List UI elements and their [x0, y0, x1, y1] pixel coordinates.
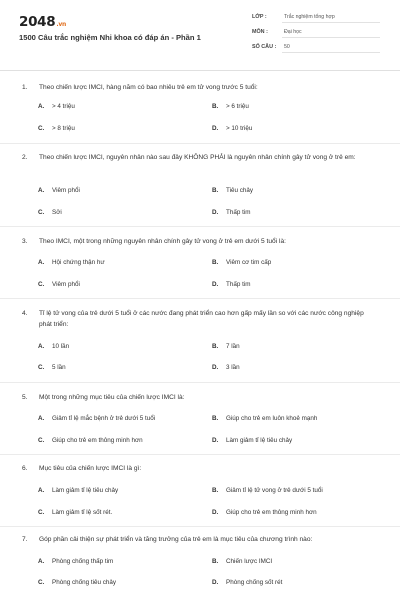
option-d[interactable]: D. Thấp tim: [212, 209, 251, 216]
option-d[interactable]: D. Giúp cho trẻ em thông minh hơn: [212, 509, 317, 516]
question-number: 7.: [22, 536, 28, 543]
question-text: Theo chiến lược IMCI, nguyên nhân nào sau đây KHÔNG PHẢI là nguyên nhân chính gây tử vong ở trẻ em:: [39, 154, 356, 161]
question-number: 6.: [22, 465, 28, 472]
question-stem: [22, 236, 378, 247]
meta-row-count: [252, 42, 380, 57]
site-logo[interactable]: [19, 14, 66, 30]
option-d[interactable]: D. Phòng chống sốt rét: [212, 579, 283, 586]
option-c[interactable]: C. > 8 triệu: [38, 125, 75, 132]
question-stem: [22, 463, 378, 474]
question-text: Một trong những mục tiêu của chiến lược IMCI là:: [39, 394, 185, 401]
option-a[interactable]: A. Viêm phổi: [38, 187, 80, 194]
document-meta: [252, 12, 380, 57]
option-b[interactable]: B. Giúp cho trẻ em luôn khoẻ mạnh: [212, 415, 318, 422]
option-d[interactable]: D. Thấp tim: [212, 281, 251, 288]
option-c[interactable]: C. Viêm phổi: [38, 281, 80, 288]
question-number: 3.: [22, 238, 28, 245]
option-c[interactable]: C. Làm giảm tỉ lệ sốt rét.: [38, 509, 113, 516]
meta-value: Đại học: [282, 29, 380, 38]
meta-value: Trắc nghiệm tổng hợp: [282, 14, 380, 23]
meta-label: LỚP :: [252, 14, 267, 20]
option-b[interactable]: B. > 6 triệu: [212, 103, 249, 110]
option-a[interactable]: A. > 4 triệu: [38, 103, 75, 110]
question-divider: [0, 382, 400, 383]
page-header: [0, 0, 400, 62]
question-number: 1.: [22, 84, 28, 91]
question-stem: [22, 392, 378, 403]
option-c[interactable]: C. Giúp cho trẻ em thông minh hơn: [38, 437, 143, 444]
question-number: 5.: [22, 394, 28, 401]
option-a[interactable]: A. Làm giảm tỉ lệ tiêu chảy: [38, 487, 119, 494]
option-c[interactable]: C. Sởi: [38, 209, 62, 216]
option-d[interactable]: D. 3 lần: [212, 364, 240, 371]
option-d[interactable]: D. > 10 triệu: [212, 125, 253, 132]
option-c[interactable]: C. Phòng chống tiêu chảy: [38, 579, 117, 586]
meta-row-class: [252, 12, 380, 27]
meta-label: SỐ CÂU :: [252, 44, 277, 50]
logo-main: 2048: [19, 14, 56, 30]
question-divider: [0, 526, 400, 527]
meta-value: 50: [282, 44, 380, 53]
question-divider: [0, 226, 400, 227]
meta-row-subject: [252, 27, 380, 42]
question-divider: [0, 454, 400, 455]
question-text: Góp phần cải thiện sự phát triển và tăng trưởng của trẻ em là mục tiêu của chương trình nào:: [39, 536, 313, 543]
option-a[interactable]: A. Giảm tỉ lệ mắc bệnh ở trẻ dưới 5 tuổi: [38, 415, 156, 422]
question-divider: [0, 298, 400, 299]
logo-tld: .vn: [56, 21, 66, 28]
question-text: Mục tiêu của chiến lược IMCI là gì:: [39, 465, 142, 472]
option-b[interactable]: B. 7 lần: [212, 343, 240, 350]
question-text: Theo chiến lược IMCI, hàng năm có bao nhiêu trẻ em tử vong trước 5 tuổi:: [39, 84, 258, 91]
question-stem: [22, 308, 378, 330]
option-a[interactable]: A. Hội chứng thận hư: [38, 259, 105, 266]
question-text: Tỉ lệ tử vong của trẻ dưới 5 tuổi ở các nước đang phát triển cao hơn gấp mấy lần so với các nước công nghiệp phát triển:: [39, 310, 364, 328]
option-a[interactable]: A. 10 lần: [38, 343, 70, 350]
option-d[interactable]: D. Làm giảm tỉ lệ tiêu chảy: [212, 437, 293, 444]
question-number: 4.: [22, 310, 28, 317]
option-b[interactable]: B. Tiêu chảy: [212, 187, 254, 194]
question-number: 2.: [22, 154, 28, 161]
question-stem: [22, 82, 378, 93]
question-stem: [22, 152, 378, 163]
meta-label: MÔN :: [252, 29, 268, 35]
question-divider: [0, 143, 400, 144]
option-c[interactable]: C. 5 lần: [38, 364, 66, 371]
question-text: Theo IMCI, một trong những nguyên nhân chính gây tử vong ở trẻ em dưới 5 tuổi là:: [39, 238, 286, 245]
option-b[interactable]: B. Giảm tỉ lệ tử vong ở trẻ dưới 5 tuổi: [212, 487, 323, 494]
option-b[interactable]: B. Viêm cơ tim cấp: [212, 259, 272, 266]
document-title: 1500 Câu trắc nghiệm Nhi khoa có đáp án - Phần 1: [19, 33, 201, 42]
option-a[interactable]: A. Phòng chống thấp tim: [38, 558, 114, 565]
option-b[interactable]: B. Chiến lược IMCI: [212, 558, 273, 565]
question-stem: [22, 534, 378, 545]
header-divider: [0, 70, 400, 71]
